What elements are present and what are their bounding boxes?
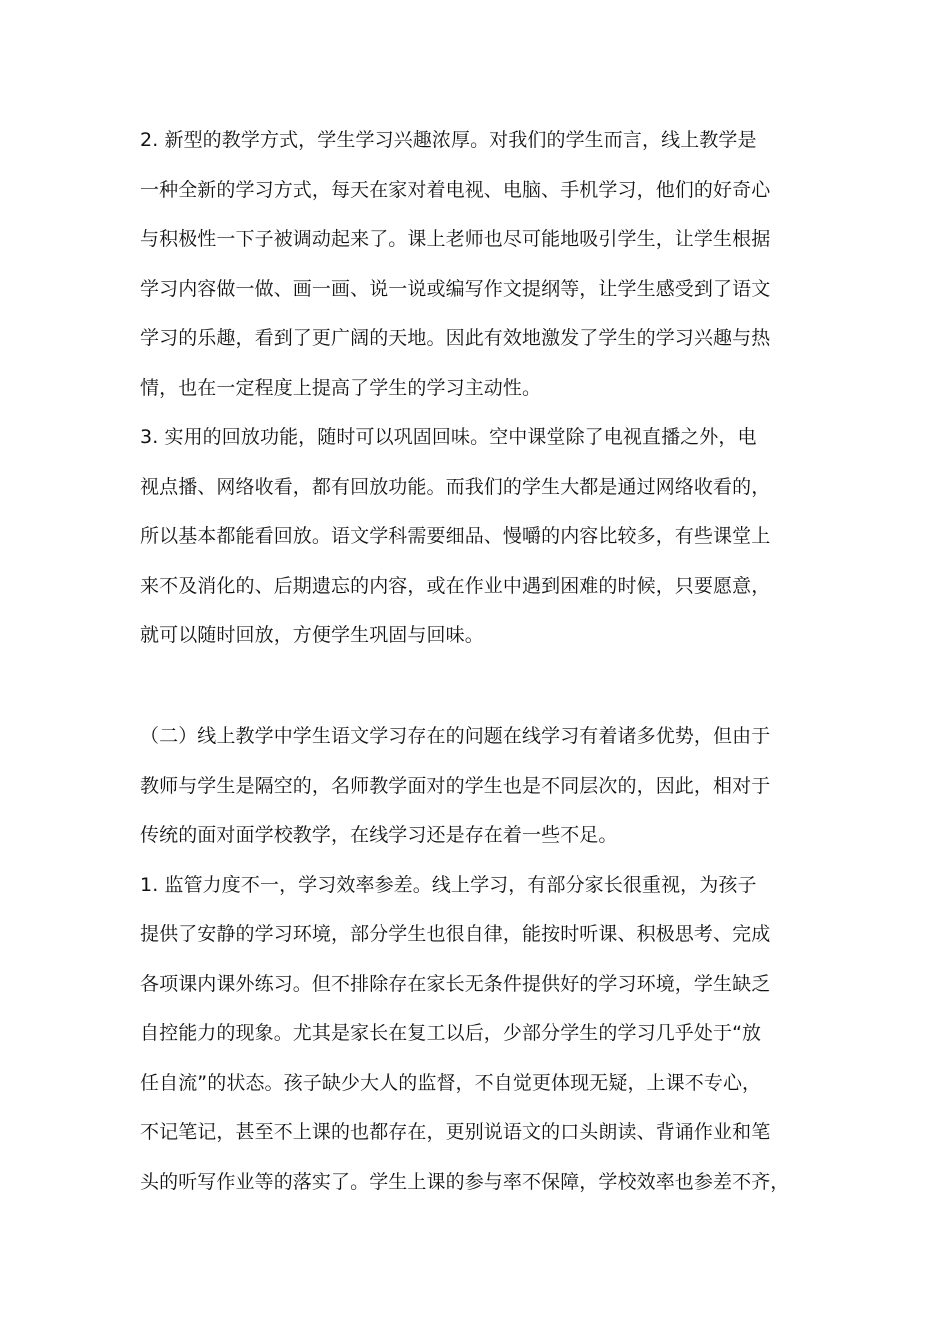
text-block-benefits [140, 116, 820, 661]
paragraph-line: 视点播、网络收看，都有回放功能。而我们的学生大都是通过网络收看的， [140, 475, 771, 498]
paragraph-line: 情，也在一定程度上提高了学生的学习主动性。 [140, 376, 542, 399]
paragraph-line: 1. 监管力度不一，学习效率参差。线上学习，有部分家长很重视，为孩子 [140, 873, 757, 896]
paragraph-line: 头的听写作业等的落实了。学生上课的参与率不保障，学校效率也参差不齐， [140, 1170, 790, 1193]
paragraph-line: 各项课内课外练习。但不排除存在家长无条件提供好的学习环境，学生缺乏 [140, 972, 771, 995]
paragraph-line: 学习的乐趣，看到了更广阔的天地。因此有效地激发了学生的学习兴趣与热 [140, 327, 771, 349]
paragraph-line: 3. 实用的回放功能，随时可以巩固回味。空中课堂除了电视直播之外，电 [140, 426, 757, 448]
paragraph-line: 来不及消化的、后期遗忘的内容，或在作业中遇到困难的时候，只要愿意， [140, 574, 771, 597]
text-block-problems [140, 712, 820, 1207]
paragraph-line: 传统的面对面学校教学，在线学习还是存在着一些不足。 [140, 824, 618, 846]
paragraph-line: 任自流”的状态。孩子缺少大人的监督，不自觉更体现无疑，上课不专心， [140, 1071, 762, 1094]
paragraph-line: 与积极性一下子被调动起来了。课上老师也尽可能地吸引学生，让学生根据 [140, 228, 771, 250]
paragraph-line: 2. 新型的教学方式，学生学习兴趣浓厚。对我们的学生而言，线上教学是 [140, 129, 757, 151]
paragraph-line: 不记笔记，甚至不上课的也都存在，更别说语文的口头朗读、背诵作业和笔 [140, 1121, 771, 1143]
paragraph-line: 自控能力的现象。尤其是家长在复工以后，少部分学生的学习几乎处于“放 [140, 1022, 762, 1044]
paragraph-line: 所以基本都能看回放。语文学科需要细品、慢嚼的内容比较多，有些课堂上 [140, 525, 771, 547]
paragraph-line: 提供了安静的学习环境，部分学生也很自律，能按时听课、积极思考、完成 [140, 923, 771, 945]
section-heading-line: （二）线上教学中学生语文学习存在的问题在线学习有着诸多优势，但由于 [140, 725, 771, 747]
paragraph-line: 学习内容做一做、画一画、说一说或编写作文提纲等，让学生感受到了语文 [140, 277, 771, 300]
paragraph-line: 就可以随时回放，方便学生巩固与回味。 [140, 624, 484, 646]
paragraph-line: 一种全新的学习方式，每天在家对着电视、电脑、手机学习，他们的好奇心 [140, 178, 771, 201]
paragraph-line: 教师与学生是隔空的，名师教学面对的学生也是不同层次的，因此，相对于 [140, 774, 771, 797]
